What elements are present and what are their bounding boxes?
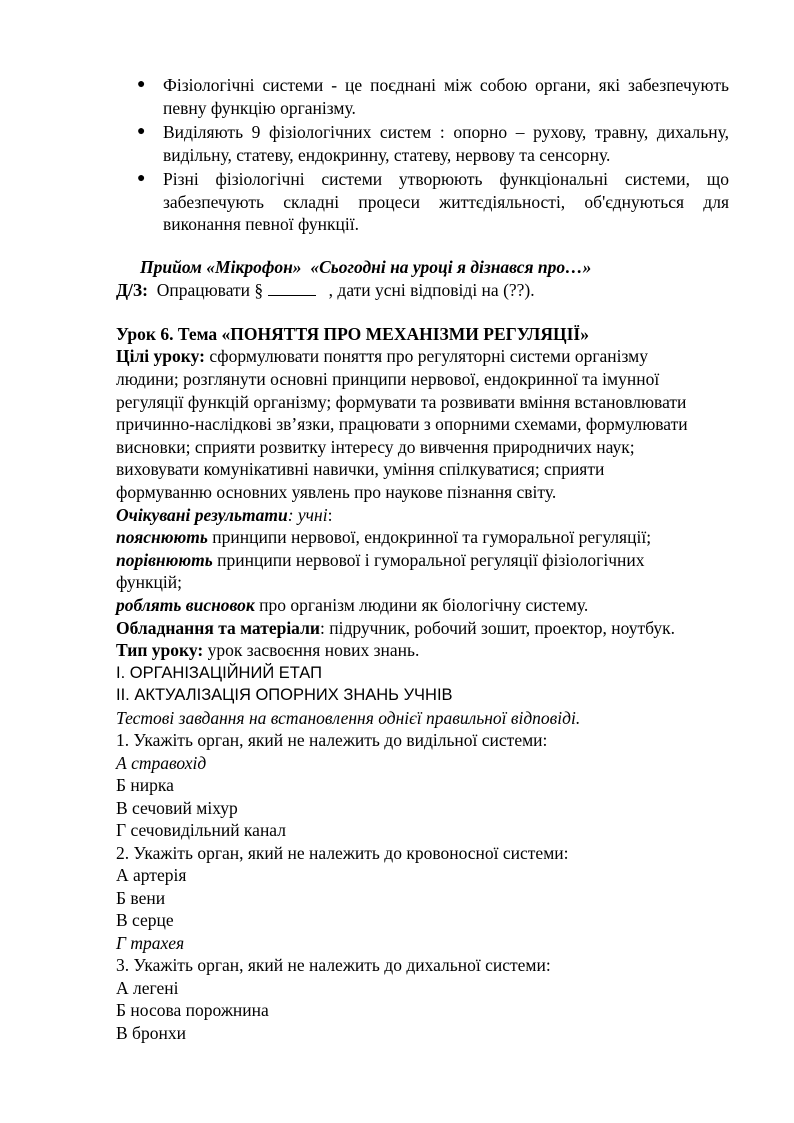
question-3: 3. Укажіть орган, який не належить до дихальної системи: bbox=[116, 955, 551, 975]
lesson-goals-line: причинно-наслідкові зв’язки, працювати з опорними схемами, формулювати bbox=[116, 414, 688, 434]
q2-option-d: Г трахея bbox=[116, 933, 185, 953]
q2-option-c: В серце bbox=[116, 910, 174, 930]
q2-option-b: Б вени bbox=[116, 888, 166, 908]
stage-actualization: ІІ. АКТУАЛІЗАЦІЯ ОПОРНИХ ЗНАНЬ УЧНІВ bbox=[116, 686, 453, 704]
q1-option-a: А стравохід bbox=[116, 753, 207, 773]
expected-compare-cont: функцій; bbox=[116, 572, 182, 592]
expected-compare: порівнюють принципи нервової і гуморальної регуляції фізіологічних bbox=[116, 550, 645, 570]
bullet-icon: ● bbox=[137, 124, 146, 139]
stage-organizational: І. ОРГАНІЗАЦІЙНИЙ ЕТАП bbox=[116, 664, 322, 682]
q1-option-d: Г сечовидільний канал bbox=[116, 820, 286, 840]
microphone-technique: Прийом «Мікрофон» «Сьогодні на уроці я дізнався про…» bbox=[140, 257, 592, 277]
list-item: ● Різні фізіологічні системи утворюють функціональні системи, що забезпечують складні процеси життєдіяльності, об'єднуються для виконання певної функції. bbox=[137, 169, 729, 234]
lesson-goals-line: регуляції функцій організму; формувати та розвивати вміння встановлювати bbox=[116, 392, 687, 412]
question-2: 2. Укажіть орган, який не належить до кровоносної системи: bbox=[116, 843, 569, 863]
expected-conclude: роблять висновок про організм людини як біологічну систему. bbox=[116, 595, 589, 615]
q3-option-a: А легені bbox=[116, 978, 179, 998]
lesson-goals: Цілі уроку: сформулювати поняття про регуляторні системи організму bbox=[116, 346, 649, 366]
lesson-goals-line: людини; розглянути основні принципи нервової, ендокринної та імунної bbox=[116, 369, 660, 389]
lesson-title: Урок 6. Тема «ПОНЯТТЯ ПРО МЕХАНІЗМИ РЕГУЛЯЦІЇ» bbox=[116, 324, 589, 344]
q3-option-b: Б носова порожнина bbox=[116, 1000, 269, 1020]
homework-line: Д/З: Опрацювати § , дати усні відповіді на (??). bbox=[116, 280, 535, 300]
expected-explain: пояснюють принципи нервової, ендокринної та гуморальної регуляції; bbox=[116, 527, 652, 547]
lesson-goals-line: виховувати комунікативні навички, уміння спілкуватися; сприяти bbox=[116, 459, 605, 479]
q2-option-a: А артерія bbox=[116, 865, 187, 885]
list-item: ● Фізіологічні системи - це поєднані між собою органи, які забезпечують певну функцію організму. bbox=[137, 75, 729, 118]
lesson-type-line: Тип уроку: урок засвоєння нових знань. bbox=[116, 640, 420, 660]
test-intro: Тестові завдання на встановлення однієї правильної відповіді. bbox=[116, 708, 581, 728]
question-1: 1. Укажіть орган, який не належить до видільної системи: bbox=[116, 730, 548, 750]
equipment-line: Обладнання та матеріали: підручник, робочий зошит, проектор, ноутбук. bbox=[116, 618, 675, 638]
list-item: ● Виділяють 9 фізіологічних систем : опорно – рухову, травну, дихальну, видільну, статеву, ендокринну, статеву, нервову та сенсорну. bbox=[137, 122, 729, 165]
bullet-icon: ● bbox=[137, 77, 146, 92]
lesson-goals-line: формуванню основних уявлень про наукове пізнання світу. bbox=[116, 482, 557, 502]
q1-option-c: В сечовий міхур bbox=[116, 798, 238, 818]
lesson-goals-line: висновки; сприяти розвитку інтересу до вивчення природничих наук; bbox=[116, 437, 635, 457]
bullet-icon: ● bbox=[137, 171, 146, 186]
homework-blank bbox=[268, 282, 316, 296]
q3-option-c: В бронхи bbox=[116, 1023, 186, 1043]
expected-results-heading: Очікувані результати: учні: bbox=[116, 505, 333, 525]
q1-option-b: Б нирка bbox=[116, 775, 174, 795]
summary-bullet-list bbox=[133, 74, 729, 238]
